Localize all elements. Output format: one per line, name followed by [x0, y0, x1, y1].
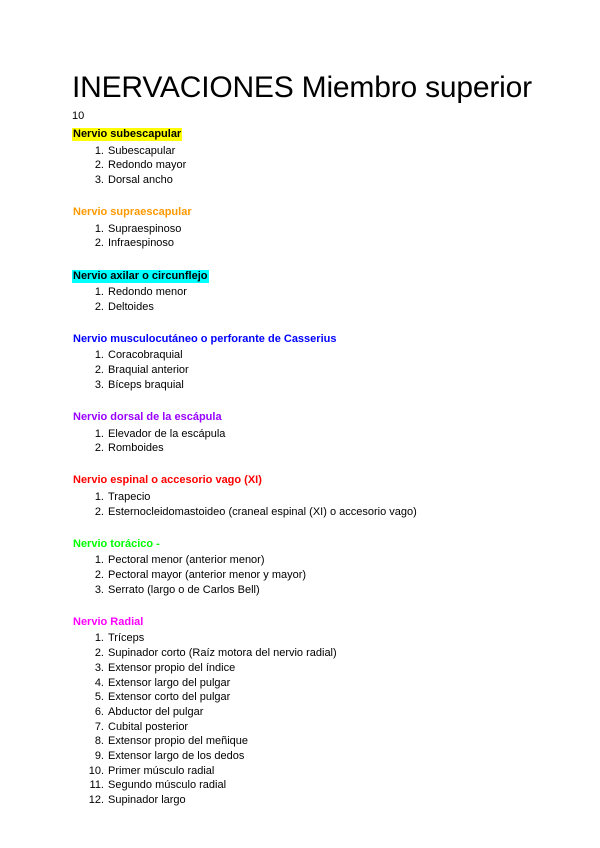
- section-toracico: [72, 534, 572, 598]
- list-item: 3. Bíceps braquial: [94, 378, 184, 391]
- section-heading: Nervio subescapular: [73, 128, 182, 140]
- list-item: 2. Esternocleidomastoideo (craneal espinal (XI) o accesorio vago): [94, 505, 417, 518]
- list-item: 2. Infraespinoso: [94, 237, 175, 250]
- list-item: 10. Primer músculo radial: [88, 764, 215, 777]
- list-item: 1. Tríceps: [94, 632, 145, 645]
- section-heading: Nervio supraescapular: [73, 206, 192, 219]
- list-item: 2. Romboides: [94, 442, 164, 455]
- list-item: 6. Abductor del pulgar: [94, 705, 204, 718]
- muscle-list: [72, 285, 572, 314]
- list-item: 12. Supinador largo: [88, 794, 186, 807]
- list-item: 11. Segundo músculo radial: [89, 779, 227, 792]
- section-espinal: [72, 470, 572, 519]
- list-item: 1. Coracobraquial: [94, 349, 183, 362]
- list-item: 2. Deltoides: [94, 300, 154, 313]
- muscle-list: [72, 222, 572, 251]
- page-number: 10: [72, 110, 85, 122]
- page-title: INERVACIONES Miembro superior: [72, 71, 532, 104]
- section-heading: Nervio torácico -: [73, 537, 160, 550]
- list-item: 5. Extensor corto del pulgar: [94, 691, 231, 704]
- list-item: 1. Supraespinoso: [94, 222, 182, 235]
- list-item: 1. Subescapular: [94, 144, 176, 157]
- muscle-list: [72, 631, 572, 807]
- list-item: 2. Braquial anterior: [94, 364, 189, 377]
- list-item: 1. Trapecio: [94, 490, 151, 503]
- list-item: 3. Extensor propio del índice: [94, 661, 236, 674]
- section-axilar: [72, 266, 572, 315]
- section-heading: Nervio dorsal de la escápula: [73, 411, 222, 424]
- muscle-list: [72, 427, 572, 456]
- muscle-list: [72, 553, 572, 597]
- list-item: 9. Extensor largo de los dedos: [94, 750, 245, 763]
- list-item: 1. Pectoral menor (anterior menor): [94, 554, 265, 567]
- list-item: 1. Redondo menor: [94, 286, 187, 299]
- muscle-list: [72, 144, 572, 188]
- list-item: 7. Cubital posterior: [94, 720, 189, 733]
- section-radial: [72, 612, 572, 808]
- section-heading: Nervio axilar o circunflejo: [73, 269, 208, 282]
- list-item: 3. Dorsal ancho: [94, 173, 173, 186]
- list-item: 1. Elevador de la escápula: [94, 427, 226, 440]
- section-heading: Nervio Radial: [73, 615, 144, 628]
- sections-container: [72, 124, 572, 822]
- section-heading: Nervio espinal o accesorio vago (XI): [73, 474, 262, 487]
- muscle-list: [72, 490, 572, 519]
- section-supraescapular: [72, 202, 572, 251]
- list-item: 3. Serrato (largo o de Carlos Bell): [94, 583, 260, 596]
- list-item: 2. Pectoral mayor (anterior menor y mayor): [94, 569, 307, 582]
- section-heading: Nervio musculocutáneo o perforante de Casserius: [73, 332, 337, 345]
- list-item: 8. Extensor propio del meñique: [94, 735, 249, 748]
- list-item: 2. Supinador corto (Raíz motora del nervio radial): [94, 647, 337, 660]
- list-item: 2. Redondo mayor: [94, 159, 187, 172]
- section-dorsal-escapula: [72, 407, 572, 456]
- list-item: 4. Extensor largo del pulgar: [94, 676, 231, 689]
- section-musculocutaneo: [72, 329, 572, 393]
- muscle-list: [72, 348, 572, 392]
- section-subescapular: [72, 124, 572, 188]
